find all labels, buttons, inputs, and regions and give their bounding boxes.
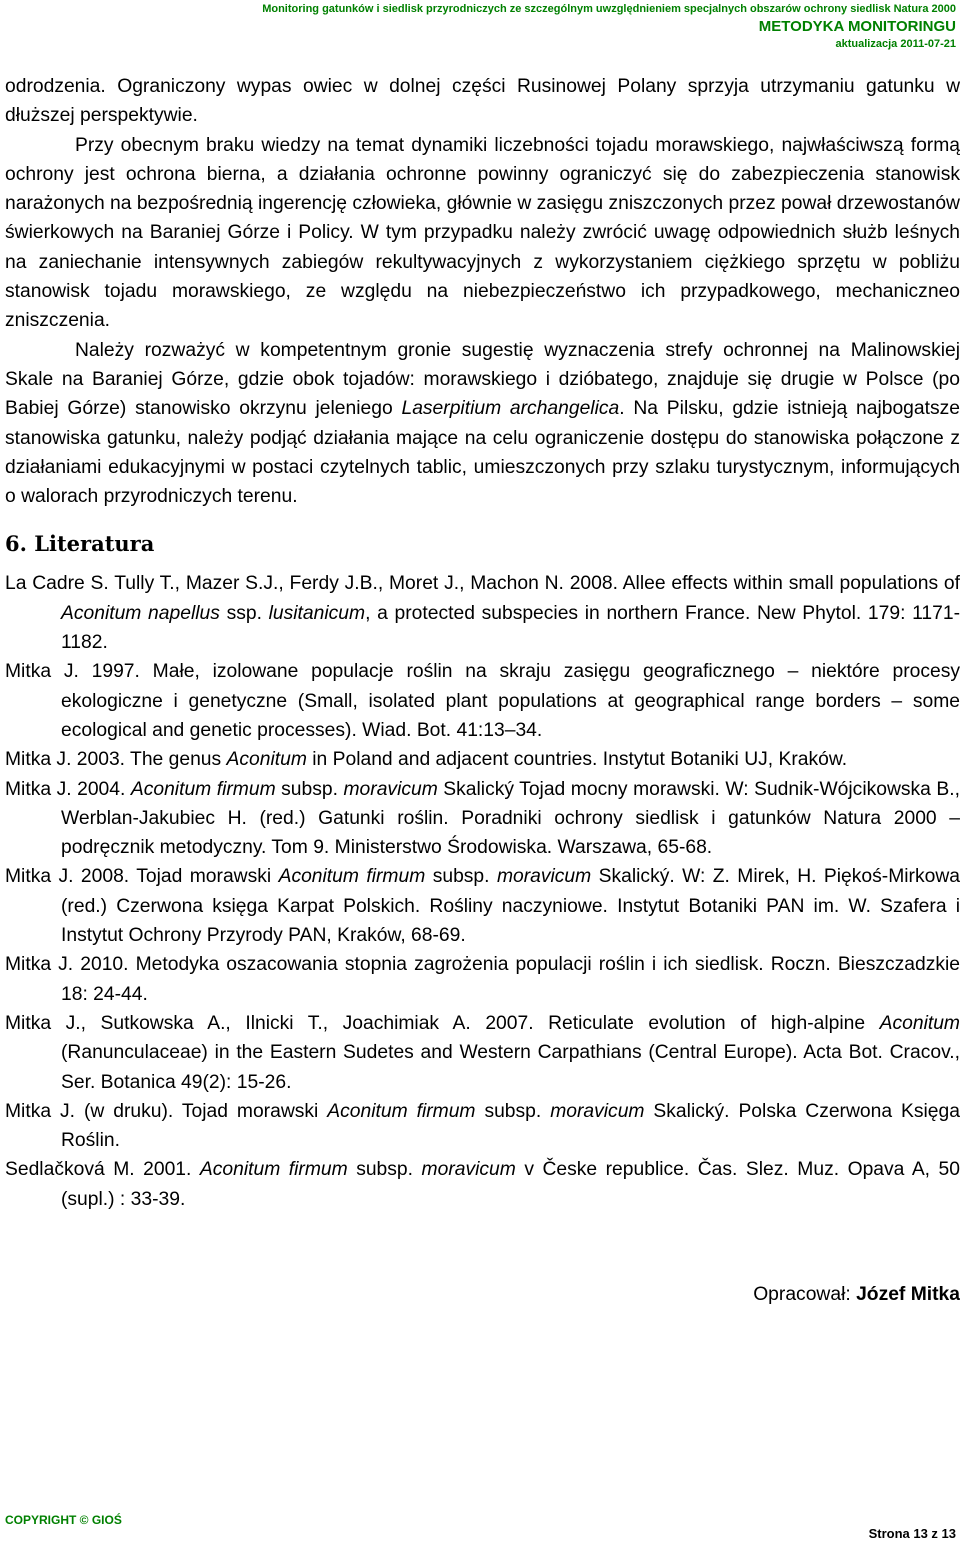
reference-italic: Aconitum firmum (130, 778, 276, 800)
reference-text: Mitka J. 2003. The genus (5, 749, 227, 771)
reference-item (5, 1097, 960, 1156)
reference-text: subsp. (475, 1100, 551, 1122)
reference-text: Mitka J. 2010. Metodyka oszacowania stopnia zagrożenia populacji roślin i ich siedlisk. Roczn. Bieszczadzkie 18: 24-44. (5, 954, 960, 1005)
reference-text: Skalický. Polska Czerwona Księga Roślin. (61, 1100, 960, 1152)
reference-italic: Aconitum (226, 749, 307, 771)
reference-text: subsp. (347, 1159, 422, 1181)
reference-item (5, 775, 960, 863)
reference-italic: Aconitum firmum (278, 866, 426, 888)
reference-italic: Aconitum napellus (61, 602, 220, 624)
reference-italic: moravicum (496, 866, 592, 888)
reference-text: Sedlačková M. 2001. (5, 1159, 200, 1181)
reference-text: Skalický. W: Z. Mirek, H. Piękoś-Mirkowa (red.) Czerwona księga Karpat Polskich. Rośliny naczyniowe. Instytut Botaniki PAN im. W. Szafera i Instytut Ochrony Przyrody PAN, Kraków, 68-69. (61, 866, 960, 947)
reference-text: subsp. (425, 866, 497, 888)
reference-item (5, 657, 960, 745)
reference-item (5, 745, 960, 774)
reference-italic: Aconitum firmum (199, 1159, 348, 1181)
section-heading-literature: 6. Literatura (5, 531, 155, 557)
reference-item (5, 1009, 960, 1097)
reference-text: , a protected subspecies in northern France. New Phytol. 179: 1171-1182. (61, 602, 960, 654)
reference-text: (Ranunculaceae) in the Eastern Sudetes and Western Carpathians (Central Europe). Acta Bot. Cracov., Ser. Botanica 49(2): 15-26. (61, 1042, 960, 1093)
header-project-title: Monitoring gatunków i siedlisk przyrodniczych ze szczególnym uwzględnieniem specjalnych obszarów ochrony siedlisk Natura 2000 (262, 3, 956, 15)
reference-text: Mitka J., Sutkowska A., Ilnicki T., Joachimiak A. 2007. Reticulate evolution of high-alpine (5, 1012, 880, 1034)
reference-text: in Poland and adjacent countries. Instytut Botaniki UJ, Kraków. (306, 749, 848, 771)
author-label: Opracował: (753, 1283, 857, 1305)
reference-item (5, 1155, 960, 1214)
reference-text: Mitka J. 1997. Małe, izolowane populacje roślin na skraju zasięgu geograficznego – niektóre procesy ekologiczne i genetyczne (Small, isolated plant populations at geographical range borders – some ecological and genetic processes). Wiad. Bot. 41:13–34. (5, 661, 960, 741)
reference-item (5, 862, 960, 950)
reference-italic: moravicum (421, 1159, 516, 1181)
author-name: Józef Mitka (856, 1283, 960, 1305)
paragraph-text: Należy rozważyć w kompetentnym gronie sugestię wyznaczenia strefy ochronnej na Malinowskiej Skale na Baraniej Górze, gdzie obok tojadów: morawskiego i dzióbatego, znajduje się drugie w Polsce (po Babiej Górze) stanowisko okrzynu jeleniego (5, 339, 960, 420)
reference-italic: Aconitum (879, 1012, 960, 1034)
reference-text: Skalický Tojad mocny morawski. W: Sudnik-Wójcikowska B., Werblan-Jakubiec H. (red.) Gatunki roślin. Poradniki ochrony siedlisk i gatunków Natura 2000 – podręcznik metodyczny. Tom 9. Ministerstwo Środowiska. Warszawa, 65-68. (61, 778, 960, 859)
footer-page-number: Strona 13 z 13 (868, 1526, 956, 1541)
reference-text: La Cadre S. Tully T., Mazer S.J., Ferdy J.B., Moret J., Machon N. 2008. Allee effects within small populations of (5, 573, 960, 595)
species-name: Laserpitium archangelica (401, 398, 620, 420)
reference-text: ssp. (219, 602, 269, 624)
reference-italic: lusitanicum (268, 602, 366, 624)
page-header (262, 2, 956, 51)
paragraph-protection: Przy obecnym braku wiedzy na temat dynamiki liczebności tojadu morawskiego, najwłaściwszą formą ochrony jest ochrona bierna, a działania ochronne powinny ograniczyć się do zabezpieczenia stanowisk narażonych na bezpośrednią ingerencję człowieka, głównie w zasięgu zniszczonych przez pował drzewostanów świerkowych na Baraniej Górze i Policy. W tym przypadku należy zwrócić uwagę odpowiednich służb leśnych na zaniechanie intensywnych zabiegów rekultywacyjnych z wykorzystaniem ciężkiego sprzętu w pobliżu stanowisk tojadu morawskiego, ze względu na niebezpieczeństwo ich przypadkowego, mechaniczneo zniszczenia. (5, 134, 960, 332)
paragraph-protection-zone (5, 336, 960, 512)
reference-italic: moravicum (550, 1100, 645, 1122)
header-update-date: aktualizacja 2011-07-21 (835, 38, 956, 50)
reference-text: Mitka J. (w druku). Tojad morawski (5, 1100, 328, 1122)
reference-text: subsp. (275, 778, 344, 800)
reference-text: Mitka J. 2008. Tojad morawski (5, 866, 279, 888)
reference-text: v Česke republice. Čas. Slez. Muz. Opava A, 50 (supl.) : 33-39. (61, 1159, 960, 1210)
reference-italic: Aconitum firmum (327, 1100, 476, 1122)
reference-item (5, 950, 960, 1009)
header-methodology-title: METODYKA MONITORINGU (758, 18, 956, 35)
paragraph-continuation: odrodzenia. Ograniczony wypas owiec w dolnej części Rusinowej Polany sprzyja utrzymaniu gatunku w dłuższej perspektywie. (5, 76, 960, 127)
document-body (5, 72, 960, 1309)
footer-copyright: COPYRIGHT © GIOŚ (5, 1513, 122, 1527)
reference-italic: moravicum (343, 778, 438, 800)
author-credit (5, 1280, 960, 1309)
reference-item (5, 569, 960, 657)
paragraph-text: . Na Pilsku, gdzie istnieją najbogatsze stanowiska gatunku, należy podjąć działania mające na celu ograniczenie dostępu do stanowiska połączone z działaniami edukacyjnymi w postaci czytelnych tablic, umieszczonych przy szlaku turystycznym, informujących o walorach przyrodniczych terenu. (5, 398, 960, 508)
reference-text: Mitka J. 2004. (5, 778, 131, 800)
